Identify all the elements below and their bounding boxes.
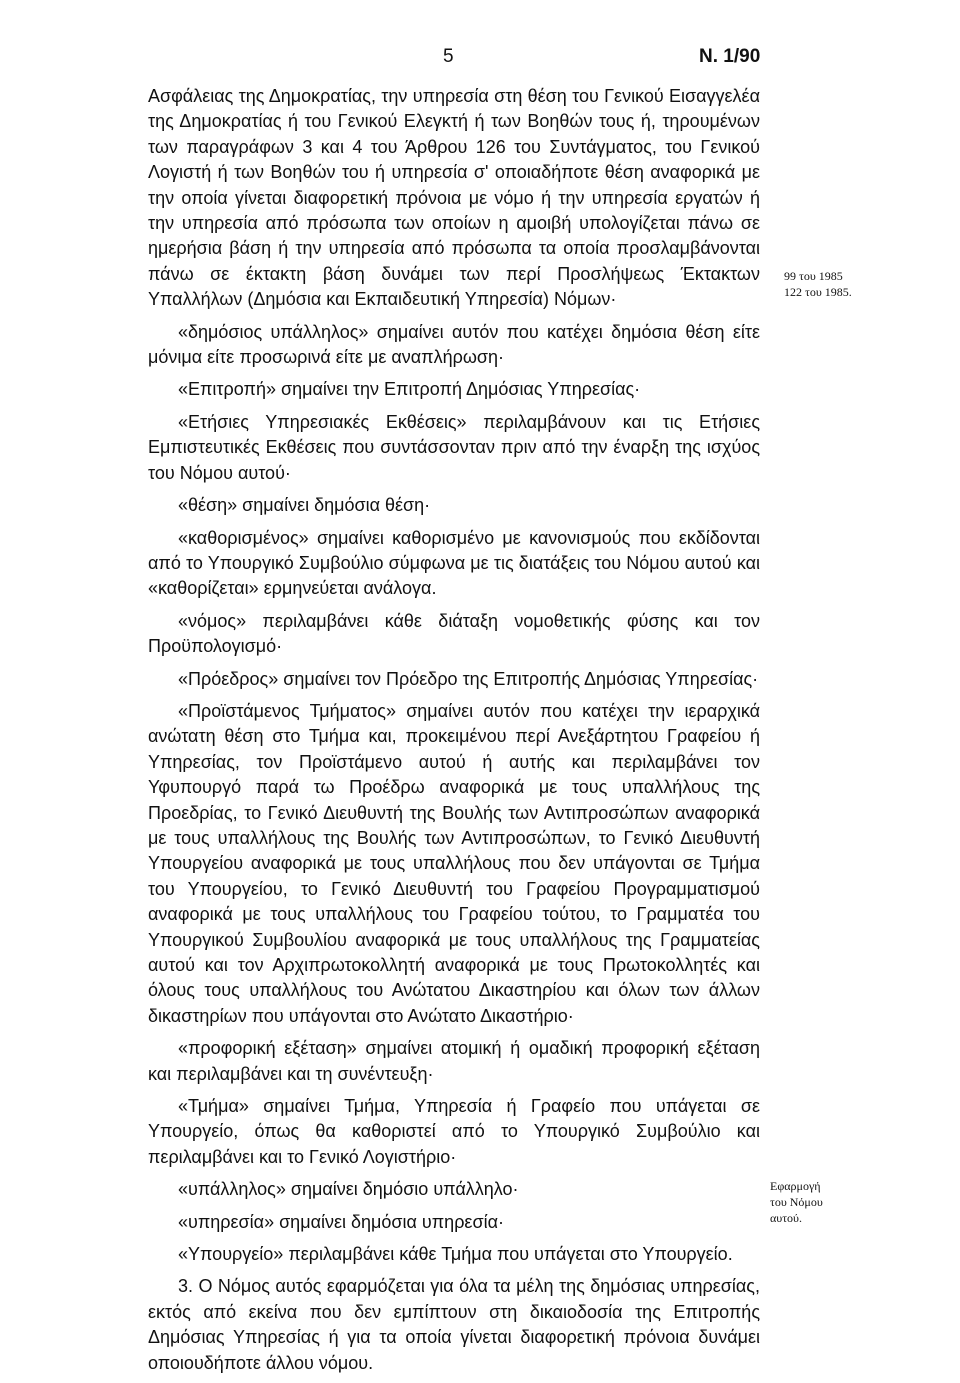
definition-ypourgeio: «Υπουργείο» περιλαμβάνει κάθε Τμήμα που υπάγεται στο Υπουργείο.	[178, 1244, 733, 1265]
margin-heading-line: αυτού.	[770, 1211, 802, 1225]
definition-epitropi: «Επιτροπή» σημαίνει την Επιτροπή Δημόσιας Υπηρεσίας·	[178, 379, 641, 400]
margin-ref-line: 99 του 1985	[784, 269, 843, 283]
paragraph-continuation: Ασφάλειας της Δημοκρατίας, την υπηρεσία στη θέση του Γενικού Εισαγγελέα της Δημοκρατίας ή του Γενικού Ελεγκτή ή των Βοηθών τους ή, τηρουμένων των παραγράφων 3 και 4 του Άρθρου 126 του Συντάγματος, του Γενικού Λογιστή ή των Βοηθών του ή υπηρεσία σ' οποιαδήποτε θέση αναφορικά με την οποία γίνεται διαφορετική πρόνοια με νόμο ή την υπηρεσία εργατών ή την υπηρεσία από πρόσωπα των οποίων η αμοιβή υπολογίζεται πάνω σε ημερήσια βάση ή την υπηρεσία από πρόσωπα τα οποία προσλαμβάνονται πάνω σε έκτακτη βάση δυνάμει των περί Προσλήψεως Έκτακτων Υπαλλήλων (Δημόσια και Εκπαιδευτική Υπηρεσία) Νόμων·	[148, 86, 760, 310]
definition-proforiki-exetasi: «προφορική εξέταση» σημαίνει ατομική ή ομαδική προφορική εξέταση και περιλαμβάνει και τη συνέντευξη·	[148, 1038, 760, 1084]
definition-etisies-ektheseis: «Ετήσιες Υπηρεσιακές Εκθέσεις» περιλαμβάνουν και τις Ετήσιες Εμπιστευτικές Εκθέσεις που συντάσσονταν πριν από την έναρξη της ισχύος του Νόμου αυτού·	[148, 411, 760, 483]
page-number: 5	[443, 46, 454, 67]
definition-ypallilos: «υπάλληλος» σημαίνει δημόσιο υπάλληλο·	[178, 1179, 519, 1200]
margin-note-application	[770, 1178, 890, 1226]
definition-proistamenos-tmimatos: «Προϊστάμενος Τμήματος» σημαίνει αυτόν που κατέχει την ιεραρχικά ανώτατη θέση στο Τμήμα και, προκειμένου περί Ανεξάρτητου Γραφείου ή Υπηρεσίας, τον Προϊστάμενο αυτού ή αυτής και περιλαμβάνει τον Υφυπουργό παρά τω Προέδρω αναφορικά με τους υπαλλήλους της Προεδρίας, το Γενικό Διευθυντή της Βουλής των Αντιπροσώπων αναφορικά με τους υπαλλήλους της Βουλής των Αντιπροσώπων, το Γενικό Διευθυντή Υπουργείου αναφορικά με τους υπαλλήλους που δεν υπάγονται σε Τμήμα του Υπουργείου, το Γενικό Διευθυντή του Γραφείου Προγραμματισμού αναφορικά με τους υπαλλήλους του Γραφείου τούτου, το Γραμματέα του Υπουργικού Συμβουλίου αναφορικά με τους υπαλλήλους της Γραμματείας αυτού και τον Αρχιπρωτοκολλητή αναφορικά με τους Πρωτοκολλητές και όλους τους υπαλλήλους του Ανώτατου Δικαστηρίου και όλων των άλλων δικαστηρίων που υπάγονται στο Ανώτατο Δικαστήριο·	[148, 700, 760, 1026]
margin-ref-line: 122 του 1985.	[784, 285, 852, 299]
document-body	[148, 84, 760, 1383]
definition-thesi: «θέση» σημαίνει δημόσια θέση·	[178, 495, 431, 516]
definition-proedros: «Πρόεδρος» σημαίνει τον Πρόεδρο της Επιτροπής Δημόσιας Υπηρεσίας·	[178, 668, 759, 689]
section-3: 3. Ο Νόμος αυτός εφαρμόζεται για όλα τα μέλη της δημόσιας υπηρεσίας, εκτός από εκείνα που δεν εμπίπτουν στη δικαιοδοσία της Επιτροπής Δημόσιας Υπηρεσίας ή για τα οποία γίνεται διαφορετική πρόνοια δυνάμει οποιουδήποτε άλλου νόμου.	[148, 1276, 760, 1373]
margin-heading-line: Εφαρμογή	[770, 1179, 821, 1193]
definition-ypiresia: «υπηρεσία» σημαίνει δημόσια υπηρεσία·	[178, 1211, 504, 1232]
definition-kathorismenos: «καθορισμένος» σημαίνει καθορισμένο με κανονισμούς που εκδίδονται από το Υπουργικό Συμβούλιο σύμφωνα με τις διατάξεις του Νόμου αυτού και «καθορίζεται» ερμηνεύεται ανάλογα.	[148, 527, 760, 599]
definition-dimosios-ypallilos: «δημόσιος υπάλληλος» σημαίνει αυτόν που κατέχει δημόσια θέση είτε μόνιμα είτε προσωρινά είτε με αναπλήρωση·	[148, 321, 760, 368]
margin-heading-line: του Νόμου	[770, 1195, 823, 1209]
definition-nomos: «νόμος» περιλαμβάνει κάθε διάταξη νομοθετικής φύσης και τον Προϋπολογισμό·	[148, 610, 760, 657]
margin-note-law-references	[784, 268, 904, 300]
issue-label: Ν. 1/90	[699, 46, 761, 67]
definition-tmima: «Τμήμα» σημαίνει Τμήμα, Υπηρεσία ή Γραφείο που υπάγεται σε Υπουργείο, όπως θα καθοριστεί από το Υπουργικό Συμβούλιο και περιλαμβάνει και το Γενικό Λογιστήριο·	[148, 1096, 760, 1167]
